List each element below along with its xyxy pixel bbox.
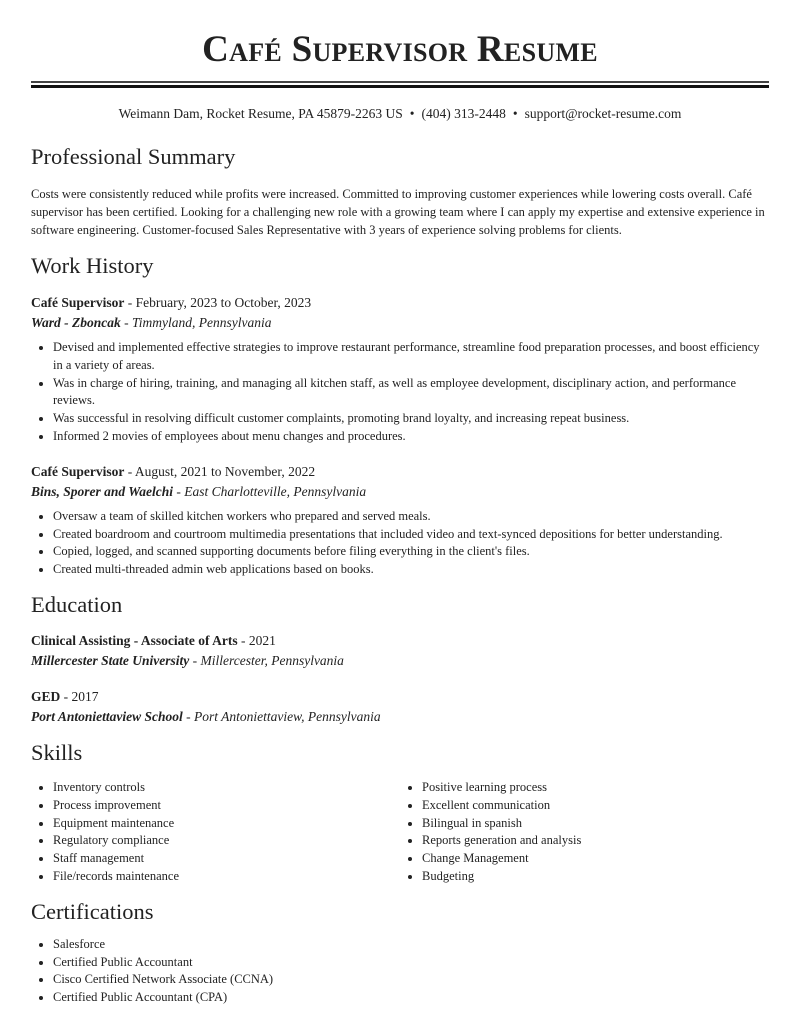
- job-title: Café Supervisor: [31, 463, 125, 479]
- list-item: • Budgeting: [422, 868, 769, 886]
- contact-line: [31, 105, 769, 123]
- contact-email: support@rocket-resume.com: [524, 106, 682, 121]
- section-heading: Professional Summary: [31, 144, 236, 169]
- list-item: • File/records maintenance: [53, 868, 400, 886]
- company-name: Bins, Sporer and Waelchi: [31, 483, 174, 499]
- education-section: [31, 591, 769, 727]
- list-item: • Devised and implemented effective strategies to improve restaurant performance, streamline food preparation processes, and boost efficiency in a variety of areas.: [53, 339, 769, 375]
- list-item: • Created boardroom and courtroom multimedia presentations that included video and text-synced depositions for better understanding.: [53, 526, 769, 544]
- list-item: • Informed 2 movies of employees about menu changes and procedures.: [53, 428, 769, 446]
- list-item: • Created multi-threaded admin web applications based on books.: [53, 561, 769, 579]
- bullet-separator: •: [409, 106, 415, 121]
- section-heading: Education: [31, 591, 123, 617]
- section-heading: Certifications: [31, 898, 154, 924]
- school-location: - Port Antoniettaview, Pennsylvania: [182, 708, 381, 724]
- grad-year: - 2021: [237, 632, 276, 648]
- work-history-section: [31, 252, 769, 579]
- list-item: • Salesforce: [53, 936, 769, 954]
- list-item: • Inventory controls: [53, 779, 400, 797]
- certifications-list: [31, 936, 769, 1007]
- section-heading: Skills: [31, 739, 83, 765]
- job-bullets: [31, 508, 769, 579]
- list-item: • Copied, logged, and scanned supporting documents before filing everything in the client's files.: [53, 543, 769, 561]
- job-entry: [31, 462, 769, 579]
- list-item: • Process improvement: [53, 797, 400, 815]
- list-item: • Oversaw a team of skilled kitchen workers who prepared and served meals.: [53, 508, 769, 526]
- school-location: - Millercester, Pennsylvania: [189, 652, 344, 668]
- title-rule-thick: [31, 85, 769, 88]
- list-item: • Staff management: [53, 850, 400, 868]
- school-name: Millercester State University: [31, 652, 190, 668]
- certifications-section: [31, 898, 769, 1007]
- list-item: • Regulatory compliance: [53, 832, 400, 850]
- title-rule-thin: [31, 81, 769, 83]
- job-dates: - August, 2021 to November, 2022: [124, 463, 316, 479]
- job-entry: [31, 293, 769, 446]
- job-location: - East Charlotteville, Pennsylvania: [173, 483, 367, 499]
- skills-grid: [31, 779, 769, 886]
- summary-text: Costs were consistently reduced while profits were increased. Committed to improving customer experiences while lowering costs overall. Café supervisor has been certified. Looking for a challenging new role with a growing team where I can apply my expertise and extensive experience in software engineering. Customer-focused Sales Representative with 3 years of experience solving problems for clients.: [31, 187, 765, 237]
- bullet-separator: •: [512, 106, 518, 121]
- skills-column-right: [400, 779, 769, 886]
- job-bullets: [31, 339, 769, 446]
- list-item: • Equipment maintenance: [53, 815, 400, 833]
- list-item: • Was in charge of hiring, training, and managing all kitchen staff, as well as employee development, disciplinary action, and performance reviews.: [53, 375, 769, 411]
- section-heading: Work History: [31, 253, 154, 278]
- job-location: - Timmyland, Pennsylvania: [120, 315, 272, 330]
- skills-column-left: [31, 779, 400, 886]
- list-item: • Was successful in resolving difficult customer complaints, promoting brand loyalty, and increasing repeat business.: [53, 410, 769, 428]
- list-item: • Reports generation and analysis: [422, 832, 769, 850]
- job-title: Café Supervisor: [31, 295, 125, 310]
- skills-section: [31, 739, 769, 886]
- list-item: • Certified Public Accountant (CPA): [53, 989, 769, 1007]
- education-entry: [31, 687, 769, 727]
- grad-year: - 2017: [60, 688, 99, 704]
- list-item: • Certified Public Accountant: [53, 954, 769, 972]
- company-name: Ward - Zboncak: [31, 315, 121, 330]
- list-item: • Positive learning process: [422, 779, 769, 797]
- contact-address: Weimann Dam, Rocket Resume, PA 45879-2263 US: [118, 106, 403, 121]
- summary-section: [31, 143, 769, 239]
- list-item: • Bilingual in spanish: [422, 815, 769, 833]
- job-dates: - February, 2023 to October, 2023: [124, 295, 312, 310]
- contact-phone: (404) 313-2448: [421, 106, 506, 121]
- degree: GED: [31, 688, 61, 704]
- education-entry: [31, 631, 769, 671]
- resume-title: Café Supervisor Resume: [202, 29, 598, 70]
- list-item: • Change Management: [422, 850, 769, 868]
- list-item: • Cisco Certified Network Associate (CCNA): [53, 971, 769, 989]
- school-name: Port Antoniettaview School: [31, 708, 183, 724]
- degree: Clinical Assisting - Associate of Arts: [31, 632, 238, 648]
- list-item: • Excellent communication: [422, 797, 769, 815]
